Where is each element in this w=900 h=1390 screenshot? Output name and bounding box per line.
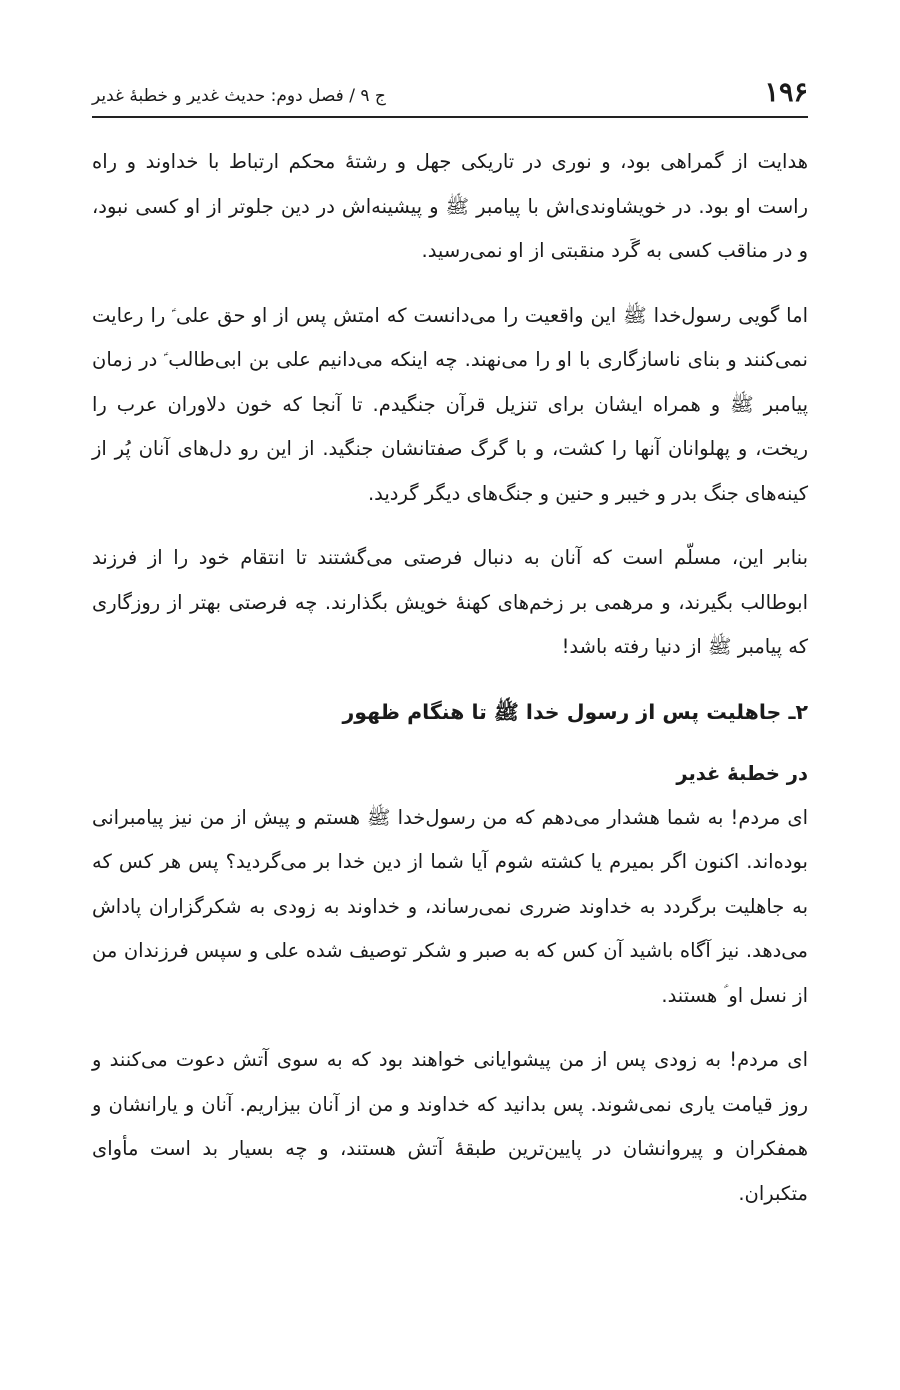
main-text [92, 140, 808, 1216]
section-heading: ۲ـ جاهلیت پس از رسول خدا ﷺ تا هنگام ظهور [342, 699, 808, 724]
paragraph-2: اما گویی رسول‌خدا ﷺ این واقعیت را می‌دانست که امتش پس از او حق علی ؑ را رعایت نمی‌کنند و بنای ناسازگاری با او را می‌نهند. چه اینکه می‌دانیم علی بن ابی‌طالب ؑ در زمان پیامبر ﷺ و همراه ایشان برای تنزیل قرآن جنگیدم. تا آنجا که خون دلاوران عرب را ریخت، و پهلوانان آنها را کشت، و با گرگ صفتانشان جنگید. از این رو دل‌های آنان پُر از کینه‌های جنگ بدر و خیبر و حنین و جنگ‌های دیگر گردید. [92, 303, 808, 505]
paragraph-1: هدایت از گمراهی بود، و نوری در تاریکی جهل و رشتهٔ محکم ارتباط با خداوند و راه راست او بود. در خویشاوندی‌اش با پیامبر ﷺ و پیشینه‌اش در دین جلوتر از او کسی نبود، و در مناقب کسی به گَرد منقبتی از او نمی‌رسید. [92, 150, 808, 262]
header-rule [92, 116, 808, 118]
paragraph-5: ای مردم! به زودی پس از من پیشوایانی خواهند بود که به سوی آتش دعوت می‌کنند و روز قیامت یاری نمی‌شوند. پس بدانید که خداوند و من از آنان بیزاریم. آنان و یارانشان و همفکران و پیروانشان در پایین‌ترین طبقهٔ آتش هستند، و چه بسیار بد است مأوای متکبران. [92, 1048, 808, 1205]
page-header [92, 74, 808, 114]
page-number: ۱۹۶ [764, 77, 808, 108]
running-title: ج ۹ / فصل دوم: حدیث غدیر و خطبهٔ غدیر [92, 86, 386, 106]
paragraph-4: ای مردم! به شما هشدار می‌دهم که من رسول‌خدا ﷺ هستم و پیش از من نیز پیامبرانی بوده‌اند. اکنون اگر بمیرم یا کشته شوم آیا شما از دین خدا بر می‌گردید؟ پس هر کس که به جاهلیت برگردد به خداوند ضرری نمی‌رساند، و خداوند به زودی به شکرگزاران پاداش می‌دهد. نیز آگاه باشید آن کس که به صبر و شکر توصیف شده علی و سپس فرزندان من از نسل او ؑ هستند. [92, 805, 808, 1007]
section-subheading: در خطبهٔ غدیر [676, 761, 808, 785]
paragraph-3: بنابر این، مسلّم است که آنان به دنبال فرصتی می‌گشتند تا انتقام خود را از فرزند ابوطالب بگیرند، و مرهمی بر زخم‌های کهنهٔ خویش بگذارند. چه فرصتی بهتر از روزگاری که پیامبر ﷺ از دنیا رفته باشد! [92, 546, 808, 658]
